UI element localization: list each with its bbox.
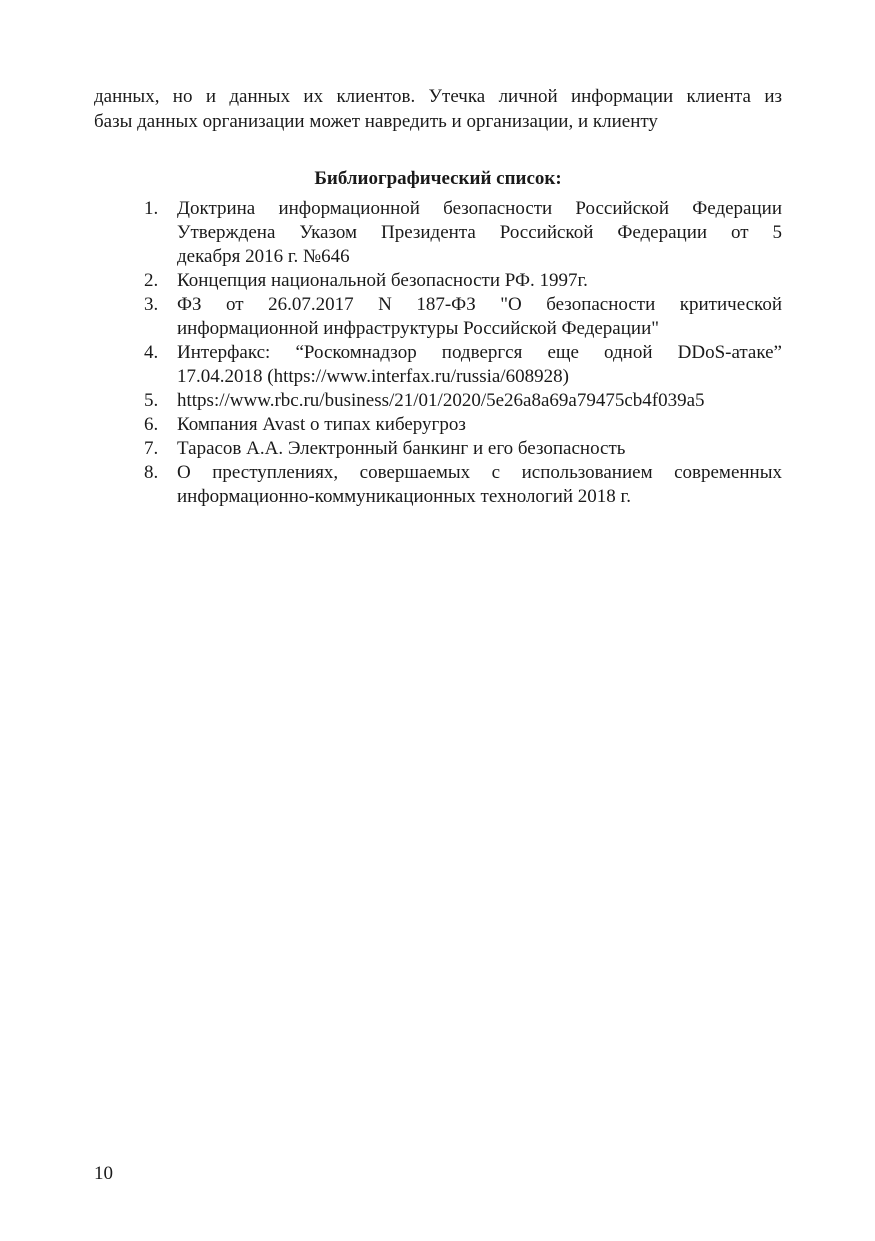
item-number: 2.	[144, 270, 159, 291]
item-line: О преступлениях, совершаемых с использованием современных	[177, 462, 782, 483]
item-number: 8.	[144, 462, 159, 483]
page-number: 10	[94, 1163, 113, 1184]
paragraph-line: данных, но и данных их клиентов. Утечка личной информации клиента из	[94, 86, 782, 107]
item-line: информационной инфраструктуры Российской Федерации"	[177, 318, 659, 339]
item-line: ФЗ от 26.07.2017 N 187-ФЗ "О безопасности критической	[177, 294, 782, 315]
item-number: 3.	[144, 294, 159, 315]
item-line: Компания Avast о типах киберугроз	[177, 414, 466, 435]
item-line: 17.04.2018 (https://www.interfax.ru/russia/608928)	[177, 366, 569, 387]
intro-paragraph	[94, 84, 782, 134]
item-number: 1.	[144, 198, 159, 219]
bibliography-item	[144, 269, 782, 293]
bibliography-item	[144, 437, 782, 461]
item-line: Интерфакс: “Роскомнадзор подвергся еще одной DDoS-атаке”	[177, 342, 782, 363]
item-line: Утверждена Указом Президента Российской Федерации от 5	[177, 222, 782, 243]
item-number: 5.	[144, 390, 159, 411]
item-number: 6.	[144, 414, 159, 435]
item-line: https://www.rbc.ru/business/21/01/2020/5e26a8a69a79475cb4f039a5	[177, 390, 705, 411]
bibliography-item	[144, 389, 782, 413]
item-line: Концепция национальной безопасности РФ. 1997г.	[177, 270, 588, 291]
bibliography-item	[144, 293, 782, 341]
bibliography-list	[94, 197, 782, 509]
bibliography-item	[144, 341, 782, 389]
paragraph-line: базы данных организации может навредить и организации, и клиенту	[94, 111, 658, 132]
bibliography-item	[144, 197, 782, 269]
item-line: декабря 2016 г. №646	[177, 246, 350, 267]
bibliography-item	[144, 413, 782, 437]
item-line: Тарасов А.А. Электронный банкинг и его безопасность	[177, 438, 626, 459]
page-content	[94, 84, 782, 509]
item-number: 7.	[144, 438, 159, 459]
item-number: 4.	[144, 342, 159, 363]
bibliography-heading: Библиографический список:	[314, 168, 562, 189]
item-line: информационно-коммуникационных технологий 2018 г.	[177, 486, 631, 507]
bibliography-item	[144, 461, 782, 509]
item-line: Доктрина информационной безопасности Российской Федерации	[177, 198, 782, 219]
